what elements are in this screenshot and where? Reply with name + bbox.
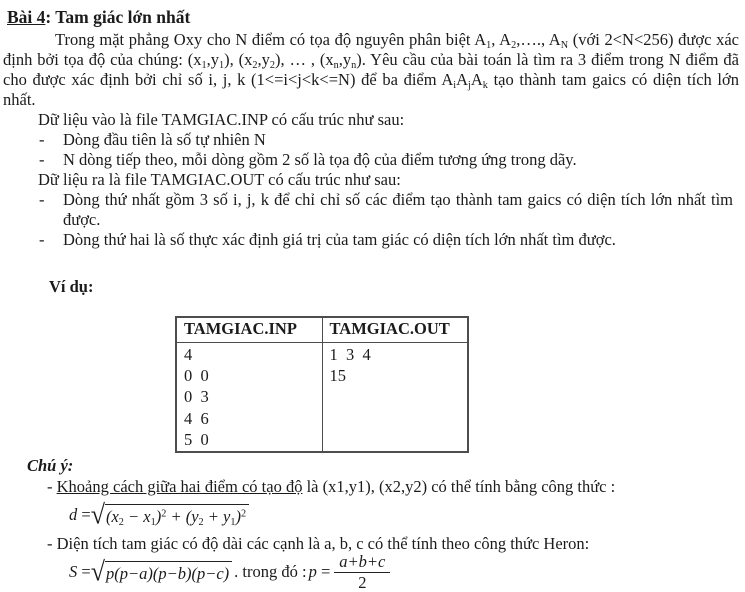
problem-statement: Trong mặt phẳng Oxy cho N điểm có tọa độ nguyên phân biệt $A_1$, $A_2,\dots$., $A_N$ (với 2<N<256) được xác định bởi tọa độ của chúng: $(x_1,y_1)$, $(x_2,y_2)$, … , $(x_n,y_n)$. Yêu cầu của bài toán là tìm ra 3 điểm trong N điểm đã cho được xác định bởi chỉ số i, j, k (1<=i<j<k<=N) để ba điểm $A_iA_jA_k$ tạo thành tam gaics có diện tích lớn nhất. [3,30,739,109]
list-item-text: Dòng đầu tiên là số tự nhiên N [63,130,266,149]
problem-number: Bài 4 [7,7,46,27]
fraction-numerator: a+b+c [334,552,390,573]
list-item [39,190,739,230]
problem-name: : Tam giác lớn nhất [45,7,191,27]
bullet-dash: - [39,230,45,249]
input-line: 5 0 [184,429,209,449]
bullet-dash: - [39,130,45,149]
formula-connector-text: . trong đó : [234,562,307,582]
heron-formula [69,554,739,590]
formula-lhs: S = [69,562,91,582]
p-definition-lhs: p = [308,562,331,582]
column-header-output: TAMGIAC.OUT [322,317,468,343]
input-line: 0 3 [184,387,209,407]
square-root [90,498,249,530]
column-header-input: TAMGIAC.INP [176,317,322,343]
input-cell [176,343,322,453]
output-line: 15 [329,366,346,386]
list-item-text: Dòng thứ hai là số thực xác định giá trị của tam giác có diện tích lớn nhất tìm được. [63,230,616,249]
output-line: 1 3 4 [329,345,371,364]
list-item [39,130,739,150]
input-line: 4 6 [184,408,209,428]
list-item [39,230,739,250]
note-heron: - Diện tích tam giác có độ dài các cạnh là a, b, c có thể tính theo công thức Heron: [47,534,590,554]
radicand: p(p−a)(p−b)(p−c) [105,561,232,584]
output-cell [322,343,468,453]
formula-lhs: d = [69,505,91,525]
input-line: 4 [184,345,193,364]
bullet-dash: - [39,150,45,169]
distance-formula [69,497,739,533]
page-title [7,6,739,28]
note-distance: - Khoảng cách giữa hai điểm có tạo độ là (x1,y1), (x2,y2) có thể tính bằng công thức : [47,477,616,497]
table-header-row [176,317,468,343]
example-heading: Ví dụ: [49,277,94,296]
input-file-intro: Dữ liệu vào là file TAMGIAC.INP có cấu trúc như sau: [38,110,405,129]
fraction-denominator: 2 [358,573,367,592]
radicand: $(x_2 - x_1)^2 + (y_2 + y_1)^2$ [105,504,249,527]
list-item [39,150,739,170]
list-item-text: N dòng tiếp theo, mỗi dòng gồm 2 số là tọa độ của điểm tương ứng trong dãy. [63,150,577,169]
radical-symbol: √ [90,555,105,587]
example-table [175,316,469,453]
square-root [90,555,232,587]
bullet-dash: - [39,190,45,209]
notes-heading: Chú ý: [27,456,74,476]
fraction [334,552,390,592]
input-line: 0 0 [184,366,209,386]
list-item-text: Dòng thứ nhất gồm 3 số i, j, k để chỉ chỉ số các điểm tạo thành tam gaics có diện tích lớn nhất tìm được. [63,190,733,229]
radical-symbol: √ [90,498,105,530]
table-data-row [176,343,468,453]
output-file-intro: Dữ liệu ra là file TAMGIAC.OUT có cấu trúc như sau: [38,170,401,189]
